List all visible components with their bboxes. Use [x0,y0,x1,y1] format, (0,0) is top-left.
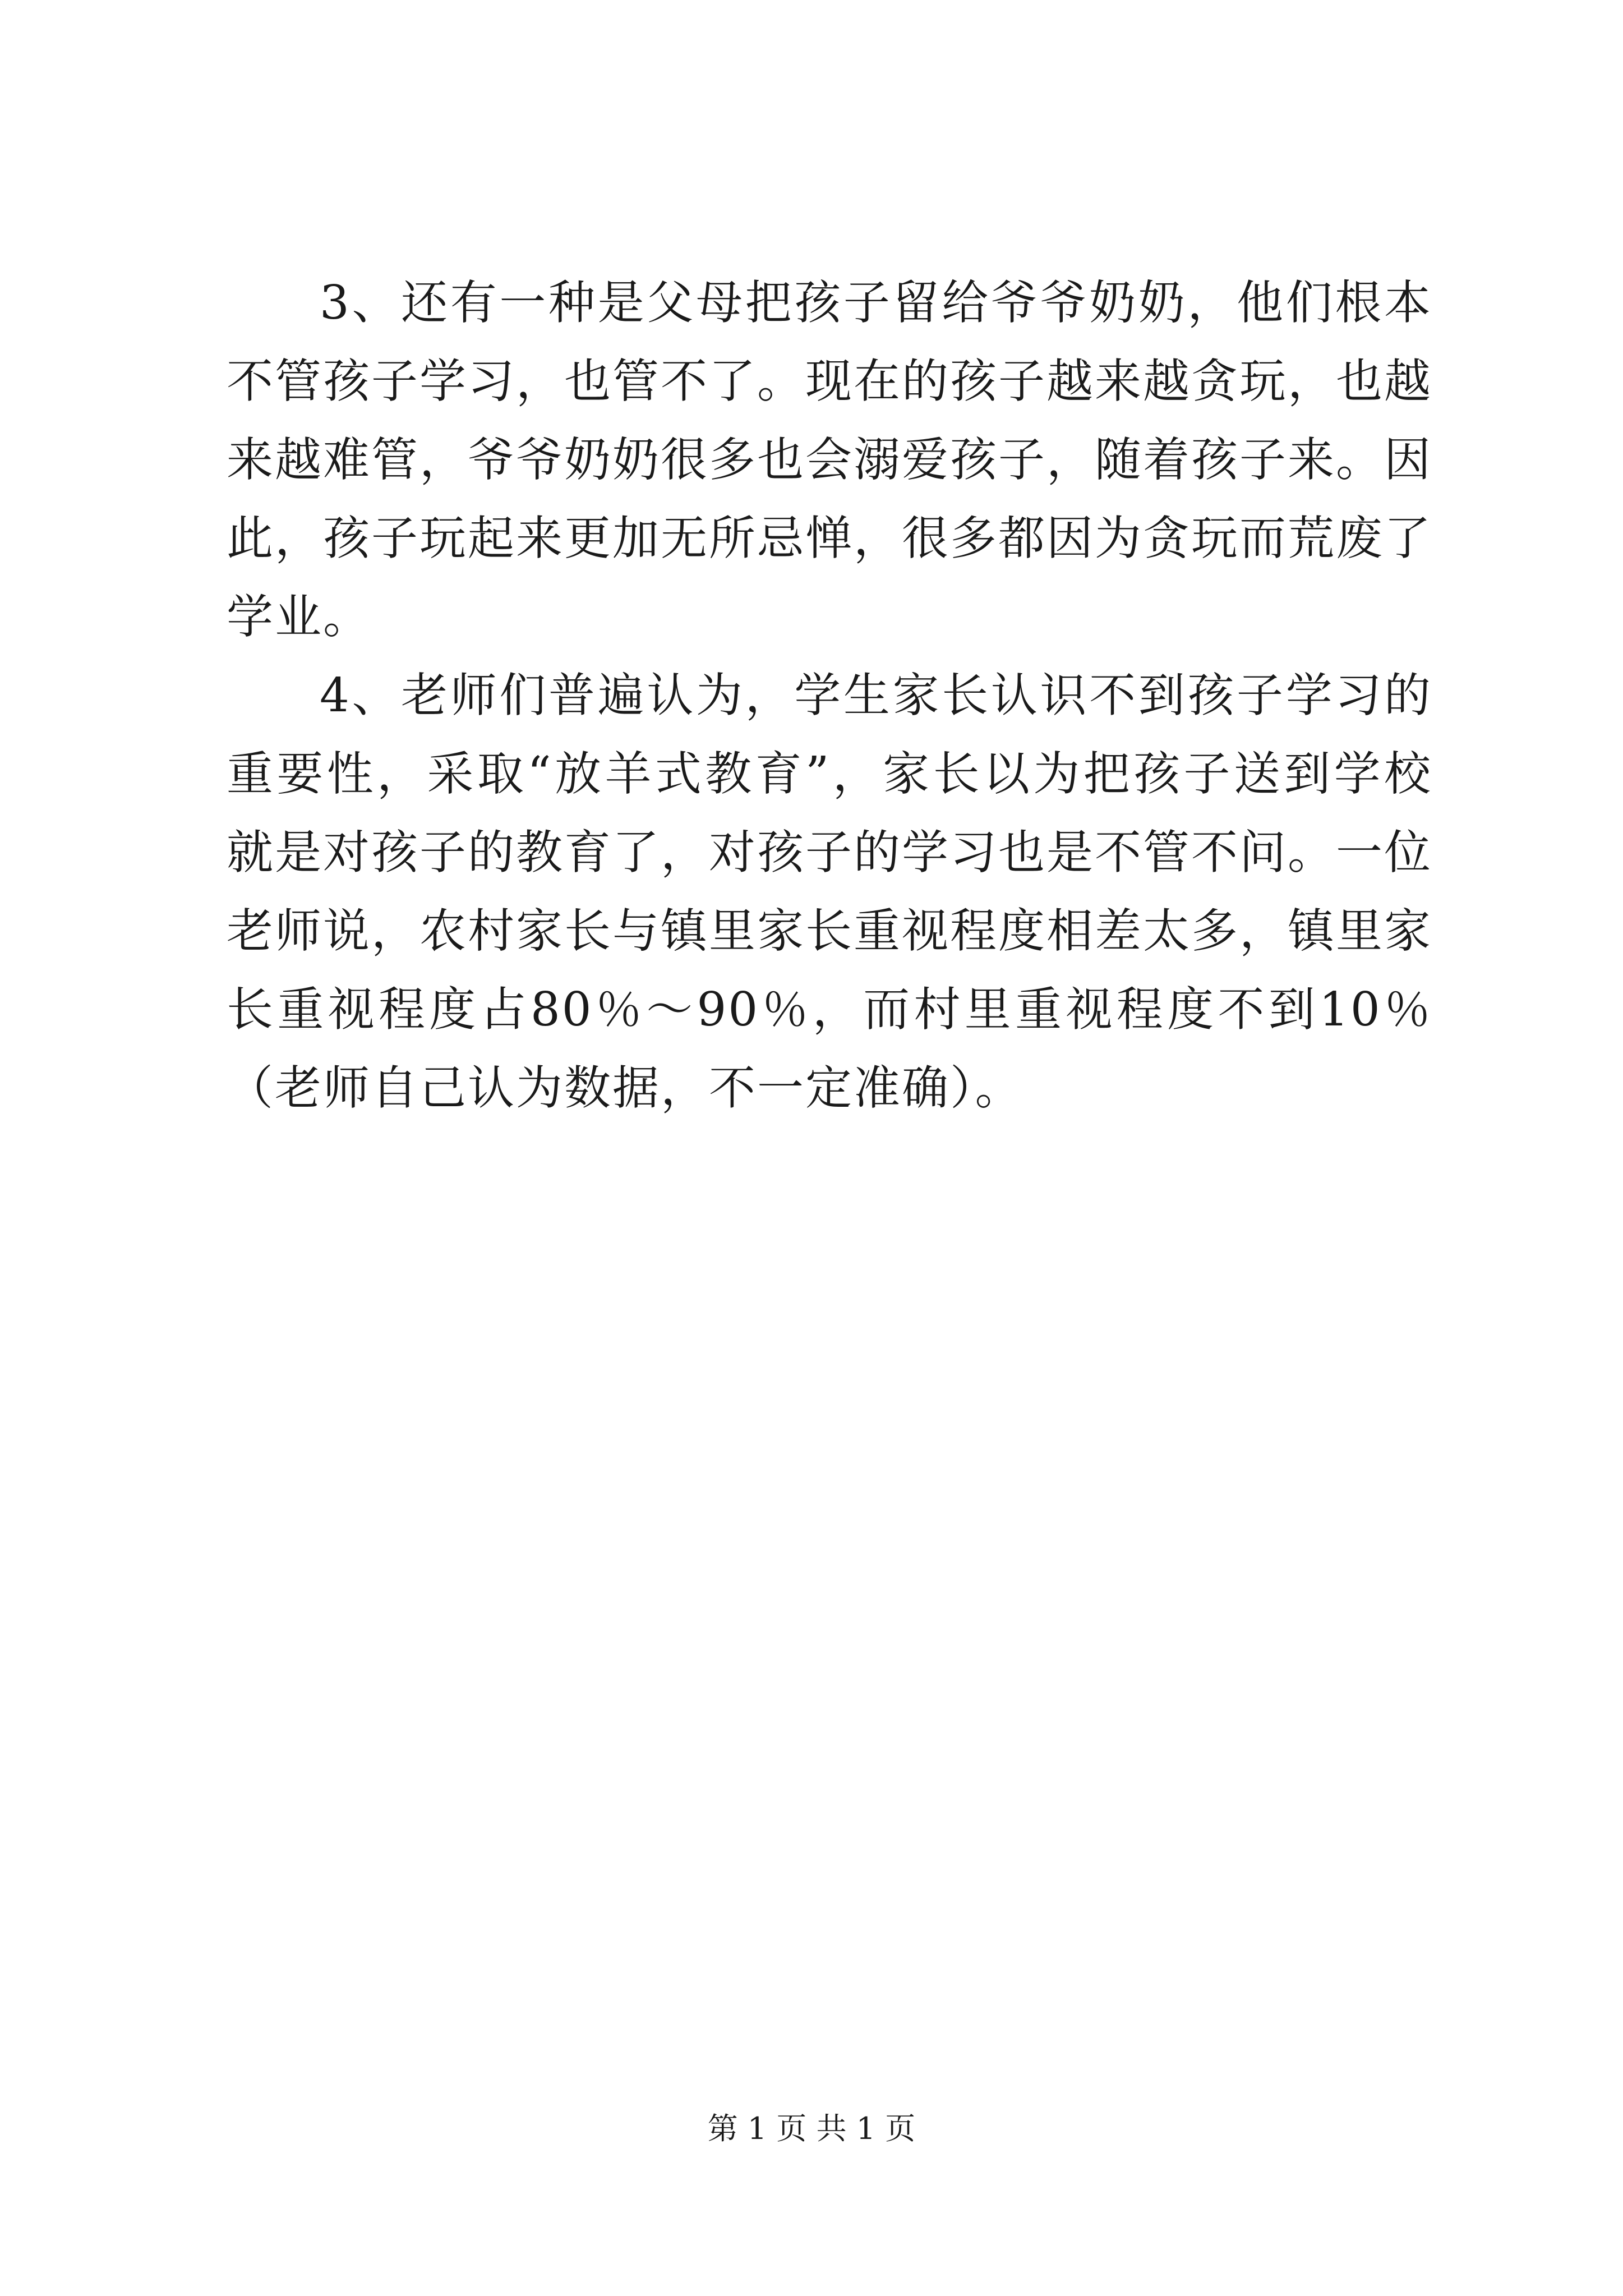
paragraph-4: 4、老师们普遍认为，学生家长认识不到孩子学习的重要性，采取“放羊式教育”，家长以为把孩子送到学校就是对孩子的教育了，对孩子的学习也是不管不问。一位老师说，农村家长与镇里家长重视程度相差太多，镇里家长重视程度占80％～90％，而村里重视程度不到10％（老师自己认为数据，不一定准确）。 [227,668,1432,1115]
paragraph-3: 3、还有一种是父母把孩子留给爷爷奶奶，他们根本不管孩子学习，也管不了。现在的孩子越来越贪玩，也越来越难管，爷爷奶奶很多也会溺爱孩子，随着孩子来。因此，孩子玩起来更加无所忌惮，很多都因为贪玩而荒废了学业。 [227,275,1432,644]
page-footer: 第 1 页 共 1 页 [707,2111,916,2146]
document-body [227,264,1432,1128]
